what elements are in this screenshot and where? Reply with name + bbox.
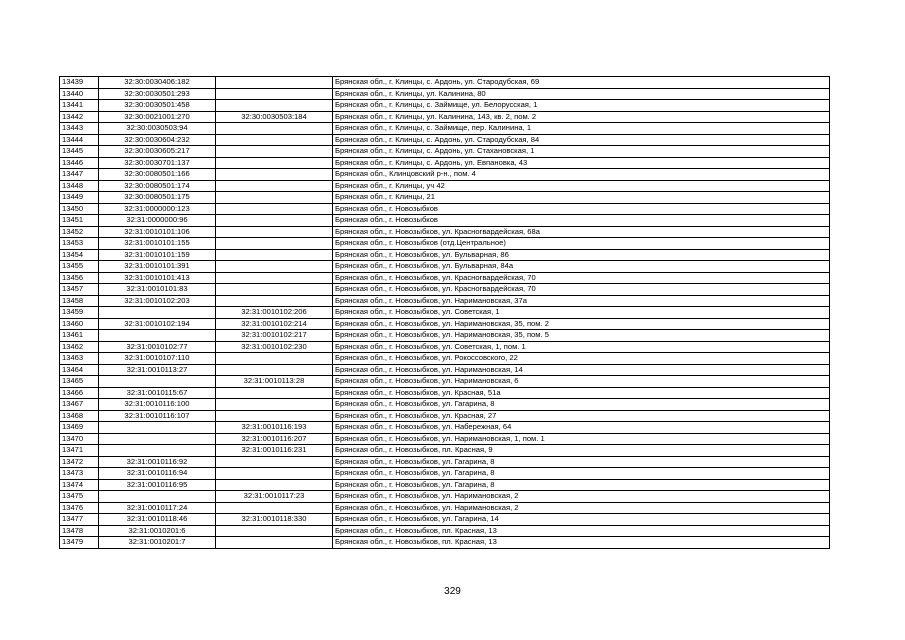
row-number-cell: 13444 [60,134,99,146]
cadastral-number-cell: 32:30:0030501:293 [99,88,216,100]
address-cell: Брянская обл., г. Новозыбков, ул. Красногвардейская, 68а [333,226,830,238]
related-cadastral-number-cell [216,479,333,491]
cadastral-number-cell: 32:30:0080501:166 [99,169,216,181]
row-number-cell: 13470 [60,433,99,445]
related-cadastral-number-cell: 32:31:0010113:28 [216,376,333,388]
table-row [60,353,830,365]
cadastral-number-cell: 32:31:0010116:107 [99,410,216,422]
registry-table [59,76,830,549]
table-row [60,502,830,514]
row-number-cell: 13455 [60,261,99,273]
address-cell: Брянская обл., г. Новозыбков, ул. Наримановская, 1, пом. 1 [333,433,830,445]
table-row [60,525,830,537]
table-row [60,249,830,261]
table-row [60,387,830,399]
related-cadastral-number-cell [216,203,333,215]
address-cell: Брянская обл., г. Новозыбков, ул. Наримановская, 35, пом. 5 [333,330,830,342]
address-cell: Брянская обл., г. Клинцы, с. Займище, пер. Калинина, 1 [333,123,830,135]
address-cell: Брянская обл., г. Клинцы, с. Займище, ул. Белорусская, 1 [333,100,830,112]
table-row [60,77,830,89]
cadastral-number-cell: 32:31:0010101:391 [99,261,216,273]
related-cadastral-number-cell [216,192,333,204]
row-number-cell: 13439 [60,77,99,89]
related-cadastral-number-cell [216,295,333,307]
table-row [60,238,830,250]
address-cell: Брянская обл., г. Клинцы, ул. Калинина, 143, кв. 2, пом. 2 [333,111,830,123]
related-cadastral-number-cell [216,77,333,89]
address-cell: Брянская обл., г. Новозыбков, ул. Наримановская, 2 [333,502,830,514]
table-row [60,399,830,411]
table-row [60,479,830,491]
row-number-cell: 13473 [60,468,99,480]
address-cell: Брянская обл., г. Новозыбков, пл. Красная, 13 [333,525,830,537]
row-number-cell: 13458 [60,295,99,307]
cadastral-number-cell: 32:31:0000000:96 [99,215,216,227]
cadastral-number-cell: 32:31:0010107:110 [99,353,216,365]
related-cadastral-number-cell: 32:31:0010118:330 [216,514,333,526]
cadastral-number-cell: 32:31:0010101:413 [99,272,216,284]
row-number-cell: 13449 [60,192,99,204]
cadastral-number-cell: 32:31:0010115:67 [99,387,216,399]
address-cell: Брянская обл., г. Новозыбков, ул. Наримановская, 2 [333,491,830,503]
table-row [60,134,830,146]
address-cell: Брянская обл., Клинцовский р-н., пом. 4 [333,169,830,181]
cadastral-number-cell: 32:31:0010113:27 [99,364,216,376]
related-cadastral-number-cell [216,284,333,296]
row-number-cell: 13440 [60,88,99,100]
related-cadastral-number-cell [216,157,333,169]
address-cell: Брянская обл., г. Новозыбков, ул. Наримановская, 37а [333,295,830,307]
related-cadastral-number-cell [216,180,333,192]
address-cell: Брянская обл., г. Новозыбков, ул. Бульварная, 86 [333,249,830,261]
cadastral-number-cell: 32:31:0000000:123 [99,203,216,215]
row-number-cell: 13441 [60,100,99,112]
address-cell: Брянская обл., г. Новозыбков, ул. Советская, 1 [333,307,830,319]
row-number-cell: 13477 [60,514,99,526]
cadastral-number-cell: 32:31:0010116:94 [99,468,216,480]
table-row [60,272,830,284]
row-number-cell: 13443 [60,123,99,135]
cadastral-number-cell [99,445,216,457]
address-cell: Брянская обл., г. Новозыбков, ул. Красногвардейская, 70 [333,272,830,284]
address-cell: Брянская обл., г. Новозыбков, ул. Гагарина, 8 [333,399,830,411]
related-cadastral-number-cell: 32:31:0010116:207 [216,433,333,445]
address-cell: Брянская обл., г. Новозыбков, ул. Красная, 51а [333,387,830,399]
address-cell: Брянская обл., г. Новозыбков (отд.Центральное) [333,238,830,250]
table-row [60,456,830,468]
related-cadastral-number-cell: 32:31:0010102:217 [216,330,333,342]
row-number-cell: 13464 [60,364,99,376]
related-cadastral-number-cell [216,537,333,549]
table-row [60,100,830,112]
related-cadastral-number-cell [216,169,333,181]
row-number-cell: 13476 [60,502,99,514]
row-number-cell: 13450 [60,203,99,215]
address-cell: Брянская обл., г. Новозыбков, ул. Красная, 27 [333,410,830,422]
row-number-cell: 13447 [60,169,99,181]
related-cadastral-number-cell [216,249,333,261]
table-row [60,146,830,158]
table-row [60,203,830,215]
cadastral-number-cell [99,376,216,388]
related-cadastral-number-cell [216,88,333,100]
table-row [60,226,830,238]
table-row [60,88,830,100]
table-row [60,261,830,273]
cadastral-number-cell: 32:31:0010116:95 [99,479,216,491]
table-row [60,341,830,353]
table-row [60,215,830,227]
related-cadastral-number-cell [216,226,333,238]
row-number-cell: 13465 [60,376,99,388]
table-row [60,468,830,480]
address-cell: Брянская обл., г. Новозыбков, ул. Набережная, 64 [333,422,830,434]
row-number-cell: 13471 [60,445,99,457]
row-number-cell: 13463 [60,353,99,365]
row-number-cell: 13448 [60,180,99,192]
row-number-cell: 13457 [60,284,99,296]
cadastral-number-cell: 32:30:0030604:232 [99,134,216,146]
related-cadastral-number-cell [216,238,333,250]
page-number: 329 [444,586,461,597]
address-cell: Брянская обл., г. Новозыбков, пл. Красная, 9 [333,445,830,457]
table-row [60,295,830,307]
related-cadastral-number-cell: 32:30:0030503:184 [216,111,333,123]
related-cadastral-number-cell [216,364,333,376]
table-row [60,410,830,422]
address-cell: Брянская обл., г. Новозыбков, ул. Гагарина, 14 [333,514,830,526]
row-number-cell: 13446 [60,157,99,169]
row-number-cell: 13462 [60,341,99,353]
table-row [60,169,830,181]
cadastral-number-cell: 32:30:0080501:175 [99,192,216,204]
related-cadastral-number-cell [216,387,333,399]
address-cell: Брянская обл., г. Клинцы, с. Ардонь, ул. Стахановская, 1 [333,146,830,158]
registry-table-body [60,77,830,549]
cadastral-number-cell: 32:30:0030605:217 [99,146,216,158]
address-cell: Брянская обл., г. Клинцы, с. Ардонь, ул. Стародубская, 69 [333,77,830,89]
row-number-cell: 13466 [60,387,99,399]
address-cell: Брянская обл., г. Новозыбков, ул. Наримановская, 6 [333,376,830,388]
address-cell: Брянская обл., г. Новозыбков, ул. Бульварная, 84а [333,261,830,273]
row-number-cell: 13467 [60,399,99,411]
row-number-cell: 13472 [60,456,99,468]
row-number-cell: 13445 [60,146,99,158]
related-cadastral-number-cell: 32:31:0010116:193 [216,422,333,434]
row-number-cell: 13453 [60,238,99,250]
related-cadastral-number-cell: 32:31:0010117:23 [216,491,333,503]
cadastral-number-cell [99,330,216,342]
address-cell: Брянская обл., г. Новозыбков, ул. Наримановская, 35, пом. 2 [333,318,830,330]
related-cadastral-number-cell [216,123,333,135]
table-row [60,376,830,388]
table-row [60,445,830,457]
related-cadastral-number-cell: 32:31:0010102:206 [216,307,333,319]
cadastral-number-cell: 32:31:0010102:203 [99,295,216,307]
address-cell: Брянская обл., г. Новозыбков, ул. Гагарина, 8 [333,456,830,468]
table-row [60,192,830,204]
related-cadastral-number-cell: 32:31:0010102:230 [216,341,333,353]
table-row [60,330,830,342]
related-cadastral-number-cell [216,468,333,480]
cadastral-number-cell: 32:30:0021001:270 [99,111,216,123]
related-cadastral-number-cell [216,353,333,365]
row-number-cell: 13454 [60,249,99,261]
related-cadastral-number-cell: 32:31:0010102:214 [216,318,333,330]
cadastral-number-cell [99,491,216,503]
address-cell: Брянская обл., г. Новозыбков, ул. Красногвардейская, 70 [333,284,830,296]
cadastral-number-cell: 32:31:0010201:7 [99,537,216,549]
table-row [60,157,830,169]
cadastral-number-cell: 32:30:0030701:137 [99,157,216,169]
related-cadastral-number-cell [216,272,333,284]
address-cell: Брянская обл., г. Новозыбков, ул. Наримановская, 14 [333,364,830,376]
address-cell: Брянская обл., г. Новозыбков, ул. Рокоссовского, 22 [333,353,830,365]
address-cell: Брянская обл., г. Клинцы, ул. Калинина, 80 [333,88,830,100]
related-cadastral-number-cell [216,502,333,514]
row-number-cell: 13442 [60,111,99,123]
address-cell: Брянская обл., г. Клинцы, с. Ардонь, ул. Евпановка, 43 [333,157,830,169]
table-row [60,180,830,192]
related-cadastral-number-cell [216,261,333,273]
cadastral-number-cell: 32:31:0010201:6 [99,525,216,537]
address-cell: Брянская обл., г. Новозыбков [333,203,830,215]
row-number-cell: 13475 [60,491,99,503]
cadastral-number-cell: 32:31:0010118:46 [99,514,216,526]
cadastral-number-cell [99,422,216,434]
related-cadastral-number-cell [216,399,333,411]
row-number-cell: 13478 [60,525,99,537]
address-cell: Брянская обл., г. Новозыбков, пл. Красная, 13 [333,537,830,549]
row-number-cell: 13456 [60,272,99,284]
cadastral-number-cell: 32:30:0030503:94 [99,123,216,135]
table-row [60,123,830,135]
table-row [60,422,830,434]
cadastral-number-cell: 32:30:0030406:182 [99,77,216,89]
cadastral-number-cell: 32:31:0010101:159 [99,249,216,261]
cadastral-number-cell [99,433,216,445]
related-cadastral-number-cell [216,146,333,158]
row-number-cell: 13469 [60,422,99,434]
row-number-cell: 13479 [60,537,99,549]
table-row [60,364,830,376]
table-row [60,537,830,549]
row-number-cell: 13459 [60,307,99,319]
table-row [60,514,830,526]
cadastral-number-cell: 32:31:0010116:92 [99,456,216,468]
table-row [60,307,830,319]
table-row [60,111,830,123]
row-number-cell: 13452 [60,226,99,238]
row-number-cell: 13451 [60,215,99,227]
table-row [60,318,830,330]
address-cell: Брянская обл., г. Клинцы, 21 [333,192,830,204]
address-cell: Брянская обл., г. Новозыбков, ул. Советская, 1, пом. 1 [333,341,830,353]
related-cadastral-number-cell [216,525,333,537]
row-number-cell: 13460 [60,318,99,330]
cadastral-number-cell: 32:31:0010102:77 [99,341,216,353]
row-number-cell: 13468 [60,410,99,422]
address-cell: Брянская обл., г. Новозыбков, ул. Гагарина, 8 [333,468,830,480]
cadastral-number-cell: 32:31:0010101:106 [99,226,216,238]
related-cadastral-number-cell [216,215,333,227]
related-cadastral-number-cell [216,100,333,112]
cadastral-number-cell: 32:31:0010116:100 [99,399,216,411]
table-row [60,284,830,296]
address-cell: Брянская обл., г. Новозыбков [333,215,830,227]
cadastral-number-cell: 32:31:0010101:155 [99,238,216,250]
related-cadastral-number-cell [216,410,333,422]
table-row [60,491,830,503]
address-cell: Брянская обл., г. Клинцы, с. Ардонь, ул. Стародубская, 84 [333,134,830,146]
address-cell: Брянская обл., г. Новозыбков, ул. Гагарина, 8 [333,479,830,491]
cadastral-number-cell: 32:31:0010117:24 [99,502,216,514]
related-cadastral-number-cell [216,456,333,468]
related-cadastral-number-cell [216,134,333,146]
cadastral-number-cell: 32:31:0010101:83 [99,284,216,296]
cadastral-number-cell: 32:31:0010102:194 [99,318,216,330]
cadastral-number-cell [99,307,216,319]
cadastral-number-cell: 32:30:0030501:458 [99,100,216,112]
row-number-cell: 13474 [60,479,99,491]
address-cell: Брянская обл., г. Клинцы, уч 42 [333,180,830,192]
table-row [60,433,830,445]
related-cadastral-number-cell: 32:31:0010116:231 [216,445,333,457]
cadastral-number-cell: 32:30:0080501:174 [99,180,216,192]
row-number-cell: 13461 [60,330,99,342]
